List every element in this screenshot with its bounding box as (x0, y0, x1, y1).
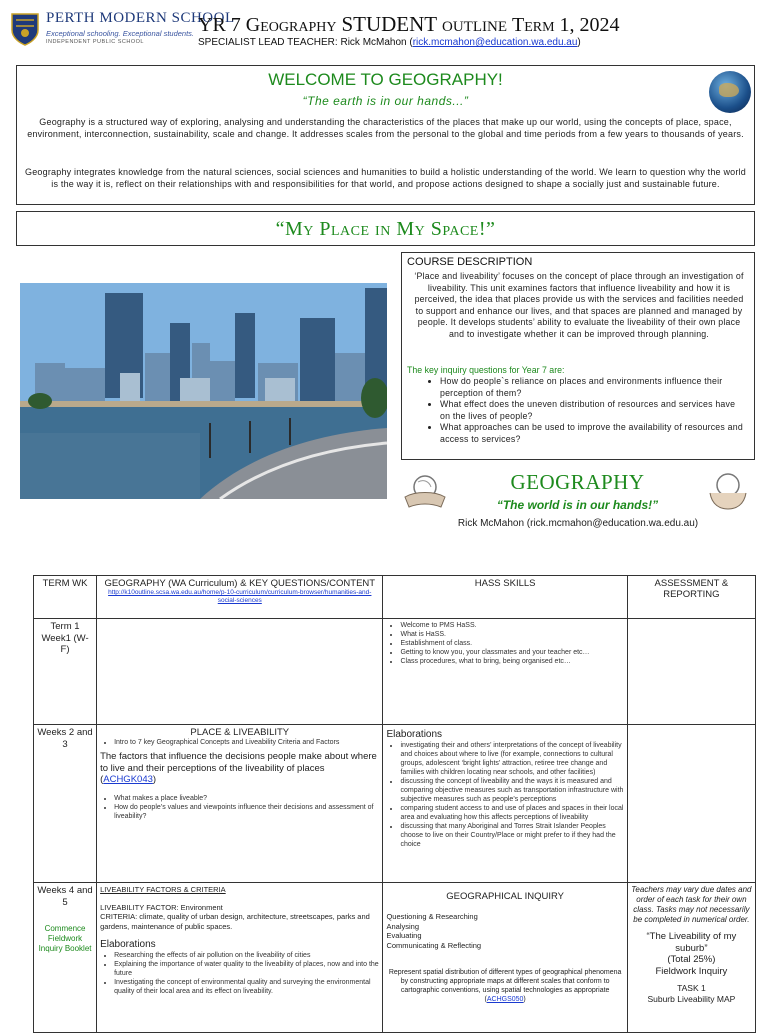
row2-elaborations-title: Elaborations (386, 729, 443, 740)
curriculum-link[interactable]: http://k10outline.scsa.wa.edu.au/home/p-10-curriculum/curriculum-browser/humanities-and-social-sciences (108, 589, 372, 604)
list-item: • investigating their and others’ interpretations of the concept of liveability and choices about where to live (for example, connections to cultural groups, adolescent ‘bright lights’ attraction, retiree tree change and families with children locating near schools, and other facilities) (400, 741, 623, 777)
row2-questions (100, 794, 379, 821)
welcome-paragraph-2: Geography integrates knowledge from the natural sciences, social sciences and humanities to build a holistic understanding of the world. We learn to question why the world is the way it is, reflect on their relationships with and responsibilities for that world, and propose actions designed to shape a socially just and sustainable future. (25, 167, 746, 189)
list-item: • comparing student access to and use of places and spaces in their local area and evaluating how this affects perceptions of liveability (400, 804, 623, 822)
row3-heading: LIVEABILITY FACTORS & CRITERIA (100, 885, 226, 894)
row1-assessment (627, 619, 755, 725)
row2-elaborations (386, 741, 623, 849)
hands-globe-icon (706, 467, 750, 511)
city-skyline-photo (20, 283, 387, 499)
globe-icon (709, 71, 751, 113)
list-item: • Explaining the importance of water quality to the liveability of places, now and into the future (114, 960, 379, 978)
list-item: Questioning & Researching (386, 912, 478, 921)
row3-factor: LIVEABILITY FACTOR: Environment (100, 902, 223, 912)
welcome-title: WELCOME TO GEOGRAPHY! (268, 70, 503, 89)
header-content (97, 576, 383, 619)
title-term: Term 1, 2024 (511, 14, 620, 36)
school-subtitle: INDEPENDENT PUBLIC SCHOOL (46, 39, 144, 45)
row2-paragraph-text: The factors that influence the decisions people make about where to live and their perceptions of the liveability of places ( (100, 751, 377, 785)
list-item: Communicating & Reflecting (386, 940, 482, 950)
list-item: • Establishment of class. (400, 639, 623, 648)
key-questions-list (424, 376, 748, 445)
achgk043-link[interactable]: ACHGK043 (103, 774, 153, 785)
key-questions-label: The key inquiry questions for Year 7 are: (407, 365, 565, 375)
row3-represent (386, 968, 623, 1004)
row3-term: Weeks 4 and 5 (37, 885, 93, 908)
row1-content (97, 619, 383, 725)
list-item: • Intro to 7 key Geographical Concepts and Liveability Criteria and Factors (114, 738, 379, 747)
school-name: PERTH MODERN SCHOOL (46, 10, 235, 26)
row3-term-cell (34, 883, 97, 1033)
row2-content (97, 725, 383, 883)
row3-skills-list (386, 912, 623, 950)
teacher-line (198, 37, 581, 48)
teacher-contact: Rick McMahon (rick.mcmahon@education.wa.edu.au) (457, 518, 699, 529)
assessment-note: Teachers may vary due dates and order of each task for their own class. Tasks may not necessarily be completed in numerical order. (631, 885, 752, 924)
geography-banner-subtitle: “The world is in our hands!” (496, 498, 659, 512)
task-name: Suburb Liveability MAP (647, 994, 736, 1004)
list-item: • How do people’s values and viewpoints influence their decisions and assessment of liveability? (114, 803, 379, 821)
list-item: • discussing that many Aboriginal and Torres Strait Islander Peoples choose to live on their Country/Place or might prefer to if they had the choice (400, 822, 623, 849)
row2-term: Weeks 2 and 3 (34, 725, 97, 883)
school-crest-icon (10, 12, 40, 46)
welcome-subtitle: “The earth is in our hands...” (302, 94, 469, 108)
teacher-label: SPECIALIST LEAD TEACHER: (198, 37, 338, 48)
row3-elaborations (100, 951, 379, 996)
commence-fieldwork: Commence Fieldwork Inquiry Booklet (38, 924, 92, 953)
row3-skills-heading: GEOGRAPHICAL INQUIRY (446, 891, 564, 902)
list-item: • discussing the concept of liveability and the ways it is measured and comparing objective measures such as transportation infrastructure with subjective measures such as people’s perceptions (400, 777, 623, 804)
row2-paragraph-close: ) (152, 774, 157, 785)
achgs050-link[interactable]: ACHGS050 (486, 996, 524, 1003)
row1-skills-list (386, 621, 623, 666)
key-question: • What effect does the uneven distribution of resources and services have on the lives of people? (440, 399, 748, 422)
list-item: Evaluating (386, 931, 422, 940)
header-skills: HASS SKILLS (383, 576, 627, 619)
header-content-label: GEOGRAPHY (WA Curriculum) & KEY QUESTIONS/CONTENT (104, 578, 376, 589)
row3-elaborations-title: Elaborations (100, 939, 156, 950)
row3-represent-text: Represent spatial distribution of different types of geographical phenomena by constructing appropriate maps at different scales that conform to cartographic conventions, using spatial technologies as appropriate ( (388, 969, 622, 1003)
title-subject: YR 7 Geography (198, 14, 337, 36)
table-row (34, 619, 756, 725)
key-question: • What approaches can be used to improve the availability of resources and access to services? (440, 422, 748, 445)
header-assessment: ASSESSMENT & REPORTING (627, 576, 755, 619)
unit-title: “My Place in My Space!” (275, 218, 496, 240)
hand-globe-icon (401, 467, 449, 511)
list-item: • Investigating the concept of environmental quality and surveying the environmental quality of their local area and its effect on liveability. (114, 978, 379, 996)
course-description-text: ‘Place and liveability’ focuses on the concept of place through an investigation of liveability. This unit examines factors that influence liveability and how it is perceived, the idea that places provide us with the services and facilities needed to support and enhance our lives, and that spaces are planned and managed by people. It develops students’ ability to evaluate the liveability of their own place and to investigate whether it can be improved through planning. (414, 271, 744, 339)
task-number: TASK 1 (677, 983, 706, 993)
row1-term: Term 1 Week1 (W-F) (34, 619, 97, 725)
row3-assessment (627, 883, 755, 1033)
course-description-box (401, 252, 755, 460)
list-item: • Welcome to PMS HaSS. (400, 621, 623, 630)
row1-skills (383, 619, 627, 725)
program-table (33, 575, 756, 1033)
header-term: TERM WK (34, 576, 97, 619)
assessment-total: (Total 25%) (667, 954, 716, 965)
row2-paragraph (100, 751, 379, 786)
row2-heading: PLACE & LIVEABILITY (190, 727, 290, 738)
table-row (34, 883, 756, 1033)
row2-bullets (100, 738, 379, 747)
page-title (198, 12, 620, 37)
teacher-email-link[interactable]: rick.mcmahon@education.wa.edu.au (412, 37, 578, 48)
assessment-title: “The Liveability of my suburb” (646, 931, 737, 954)
list-item: • What makes a place liveable? (114, 794, 379, 803)
welcome-paragraph-1: Geography is a structured way of exploring, analysing and understanding the characteristics of the places that make up our world, using the concepts of place, space, environment, interconnection, sustainability, scale and change. It addresses scales from the personal to the global and time periods from a few years to thousands of years. (27, 117, 744, 139)
welcome-box (16, 65, 755, 205)
geography-banner-title: GEOGRAPHY (510, 470, 645, 494)
row3-represent-close: ) (523, 996, 526, 1003)
unit-title-box (16, 211, 755, 246)
teacher-close: ) (577, 37, 581, 48)
title-outline: STUDENT outline (341, 12, 507, 36)
teacher-name: Rick McMahon ( (340, 37, 413, 48)
list-item: • Getting to know you, your classmates and your teacher etc… (400, 648, 623, 657)
row2-assessment (627, 725, 755, 883)
row2-skills (383, 725, 627, 883)
course-description-title: COURSE DESCRIPTION (407, 256, 533, 268)
list-item: • Researching the effects of air pollution on the liveability of cities (114, 951, 379, 960)
table-row (34, 725, 756, 883)
list-item: • Class procedures, what to bring, being organised etc… (400, 657, 623, 666)
row3-skills (383, 883, 627, 1033)
row3-content (97, 883, 383, 1033)
list-item: • What is HaSS. (400, 630, 623, 639)
assessment-type: Fieldwork Inquiry (655, 965, 728, 977)
key-question: • How do people`s reliance on places and environments influence their perception of them? (440, 376, 748, 399)
school-tagline: Exceptional schooling. Exceptional students. (46, 29, 195, 38)
row3-criteria: CRITERIA: climate, quality of urban design, architecture, streetscapes, parks and gardens, maintenance of public spaces. (100, 912, 370, 931)
list-item: Analysing (386, 921, 419, 931)
table-header-row (34, 576, 756, 619)
